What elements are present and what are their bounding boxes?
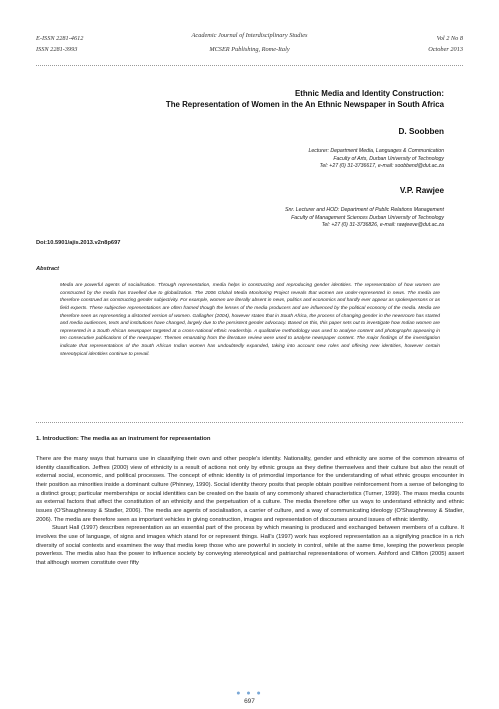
eissn-text: E-ISSN 2281-4612	[36, 35, 84, 42]
issue-date: October 2013	[428, 45, 463, 53]
author-1-name: D. Soobben	[398, 127, 444, 136]
header-journal-block	[0, 29, 499, 57]
author-2-name: V.P. Rawjee	[399, 186, 444, 195]
author-1-affil-line: Lecturer: Department Media, Languages & Communication	[308, 148, 444, 154]
section-heading: 1. Introduction: The media as an instrument for representation	[36, 436, 211, 442]
author-2-affil-line: Snr. Lecturer and HOD: Department of Public Relations Management	[285, 207, 444, 213]
author-2-affiliation	[285, 207, 444, 230]
abstract-heading: Abstract	[36, 266, 60, 272]
publisher-name: MCSER Publishing, Rome-Italy	[209, 46, 290, 53]
doi-text: Doi:10.5901/ajis.2013.v2n8p697	[36, 240, 121, 246]
abstract-text: Media are powerful agents of socialisation. Through representation, media helps in constructing and reproducing gender identities. The representation of how women are constructed by the media has travelled due to globalization. The 2006 Global Media Monitoring Project reveals that women are under-represented in news. The media are therefore construed as constructing gender subjectivity. For example, women are literally absent in news, politics and economics and hardly ever appear as spokespersons or as field experts. These subjective representations are often framed though the lenses of the media producers and are influenced by the political economy of the media. Media are therefore seen as representing a distorted version of women. Gallagher (2004), however states that in South Africa, the process of changing gender in the newsroom has started and media audiences, texts and institutions have changed, largely due to the persistent gender advocacy. Based on this, this paper sets out to investigate how Indian women are represented in a South African newspaper targeted at a cross-national ethnic readership. A qualitative methodology was used to analyse content and photographs appearing in ten consecutive publications of the newspaper. Themes emanating from the literature review were used to analyse newspaper content. The major findings of the investigation indicate that representations of the South African Indian women has undoubtedly expanded, taking into account new roles and offering new identities, however certain stereotypical identities continue to prevail.	[60, 283, 440, 357]
paragraph: There are the many ways that humans use in classifying their own and other people's identity. Nationality, gender and ethnicity are some of the common streams of identity classification. Jeffres (2000) view of ethnicity is a result of actions not only by ethnic groups as they define themselves and their culture but also the result of external social, economic, and political processes. The concept of ethnic identity is of primordial importance for the understanding of what ethnic groups encounter in their position as minorities inside a dominant culture (Phinney, 1990). Social identity theory posits that people obtain positive reinforcement from a sense of belonging to a distinct group; particular memberships or social identities can be created on the basis of any commonly shared characteristics (Turner, 1999). The mass media counts as external factors that affect the constitution of an ethnicity and the perpetuation of a culture. The media therefore offer us ways to understand ethnicity and ethnic issues (O'Shaughnessy & Stadler, 2006). The media are agents of socialisation, a carrier of culture, and a way of communicating ideology (O'Shaughnessy & Stadler, 2006). The media are therefore seen as important vehicles in giving construction, images and representation of discourses around issues of ethnic identity.	[36, 456, 464, 523]
title-line-1: Ethnic Media and Identity Construction:	[294, 89, 444, 98]
paragraph: Stuart Hall (1997) describes representation as an essential part of the process by which meaning is produced and exchanged between members of a culture. It involves the use of language, of signs and images which stand for or represent things. Hall's (1997) work has explored representation as a signifying practice in a rich diversity of social contexts and examines the way that media keep those who are powerful in society in control, while at the same time, keeping the powerless people powerless. The media also has the power to influence society by conveying stereotypical and patriarchal representations of women. Ashford and Clifton (2005) assert that although women constitute over fifty	[36, 525, 464, 566]
issn-text: ISSN 2281-3993	[36, 45, 78, 53]
page-number: 697	[244, 698, 255, 705]
author-1-affiliation	[308, 148, 444, 171]
author-1-contact: Tel: +27 (0) 31-3736617, e-mail: soobbend@dut.ac.za	[319, 163, 444, 170]
author-2-affil-line: Faculty of Management Sciences Durban University of Technology	[291, 214, 444, 221]
author-2-contact: Tel: +27 (0) 31-3736826, e-mail: rawjeeve@dut.ac.za	[321, 222, 444, 229]
header-divider	[36, 65, 463, 66]
body-text	[36, 455, 464, 568]
author-1-affil-line: Faculty of Arts, Durban University of Technology	[333, 155, 444, 162]
paper-title	[166, 88, 444, 110]
volume-text: Vol 2 No 8	[436, 35, 463, 42]
abstract-divider	[36, 422, 463, 423]
page-dots-ornament: ● ● ●	[236, 690, 263, 697]
title-line-2: The Representation of Women in the An Ethnic Newspaper in South Africa	[165, 100, 444, 109]
header-issue-block	[428, 34, 463, 55]
journal-name: Academic Journal of Interdisciplinary Studies	[191, 32, 308, 39]
